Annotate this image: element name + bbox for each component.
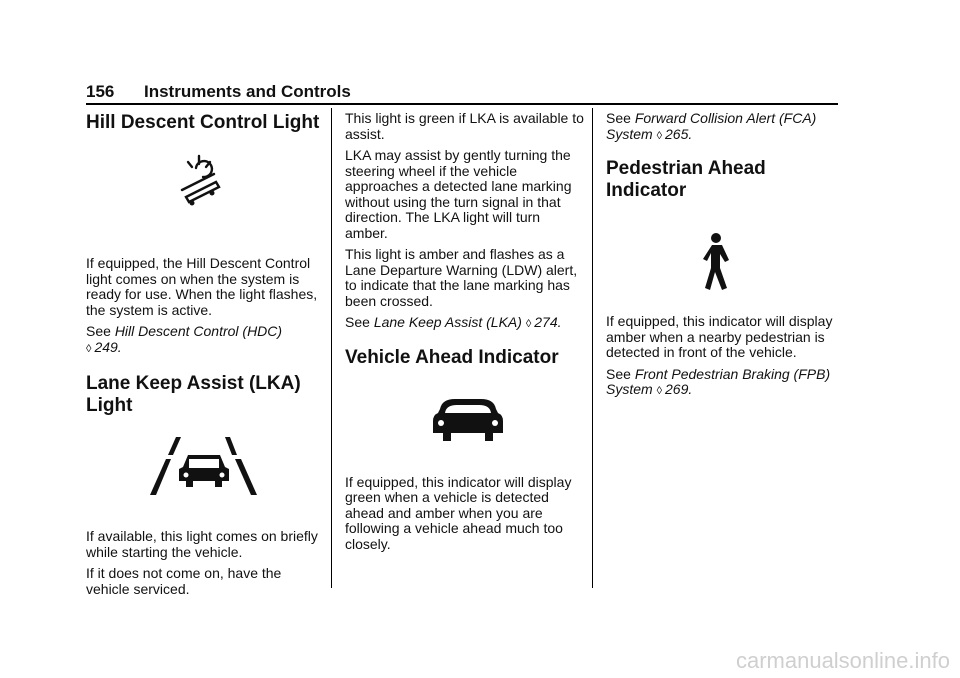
see-label: See bbox=[86, 323, 115, 339]
header-rule bbox=[86, 103, 838, 105]
vehicle-ahead-heading: Vehicle Ahead Indicator bbox=[345, 346, 559, 368]
section-title: Instruments and Controls bbox=[144, 82, 351, 101]
hill-descent-icon bbox=[86, 134, 326, 218]
hdc-see-reference bbox=[86, 324, 326, 357]
fca-see-reference bbox=[606, 111, 846, 144]
column-2 bbox=[345, 108, 585, 558]
pedestrian-see-reference bbox=[606, 367, 846, 400]
see-label: See bbox=[606, 110, 635, 126]
lka-assist-text: LKA may assist by gently turning the steering wheel if the vehicle approaches a detected lane marking without using the turn signal in that direction. The LKA light will turn amber. bbox=[345, 147, 572, 241]
fpb-page-link[interactable]: 269. bbox=[665, 381, 693, 397]
vehicle-ahead-icon bbox=[345, 393, 585, 463]
column-1 bbox=[86, 108, 326, 603]
lka-heading: Lane Keep Assist (LKA) Light bbox=[86, 373, 301, 416]
hdc-description: If equipped, the Hill Descent Control light comes on when the system is ready for use. When the light flashes, the system is active. bbox=[86, 255, 318, 318]
ldw-alert-text: This light is amber and flashes as a Lane Departure Warning (LDW) alert, to indicate that the lane marking has been crossed. bbox=[345, 246, 578, 309]
lka-service-note: If it does not come on, have the vehicle serviced. bbox=[86, 565, 282, 597]
see-label: See bbox=[606, 365, 635, 382]
hdc-heading: Hill Descent Control Light bbox=[86, 112, 320, 133]
page-reference-icon: ◊ bbox=[86, 342, 92, 355]
lka-description: If available, this light comes on briefly while starting the vehicle. bbox=[86, 528, 318, 560]
page-reference-icon: ◊ bbox=[656, 129, 663, 142]
hdc-xref-link[interactable]: Hill Descent Control (HDC) bbox=[114, 323, 283, 339]
lka-green-text: This light is green if LKA is available to assist. bbox=[345, 110, 584, 142]
page-reference-icon: ◊ bbox=[525, 318, 532, 330]
watermark: carmanualsonline.info bbox=[735, 648, 950, 673]
column-divider bbox=[592, 108, 593, 588]
fca-page-link[interactable]: 265. bbox=[665, 125, 693, 142]
lka-page-link[interactable]: 274. bbox=[534, 314, 562, 330]
pedestrian-description: If equipped, this indicator will display amber when a nearby pedestrian is detected in front of the vehicle. bbox=[606, 313, 833, 360]
lka-xref-link[interactable]: Lane Keep Assist (LKA) bbox=[373, 314, 522, 330]
pedestrian-heading: Pedestrian Ahead Indicator bbox=[606, 158, 766, 201]
page-number: 156 bbox=[86, 82, 115, 101]
page-header bbox=[86, 82, 838, 104]
column-divider bbox=[331, 108, 332, 588]
lane-keep-assist-icon bbox=[86, 433, 326, 511]
see-label: See bbox=[345, 314, 374, 330]
hdc-page-link[interactable]: 249. bbox=[94, 338, 122, 355]
page-reference-icon: ◊ bbox=[656, 385, 663, 397]
column-3 bbox=[606, 108, 846, 406]
vehicle-ahead-description: If equipped, this indicator will display green when a vehicle is detected ahead and amber when you are following a vehicle ahead much too closely. bbox=[345, 473, 572, 552]
pedestrian-icon bbox=[606, 230, 846, 296]
fpb-xref-link[interactable]: Front Pedestrian Braking (FPB) System bbox=[606, 365, 831, 397]
lka-see-reference bbox=[345, 315, 585, 333]
fca-xref-link[interactable]: Forward Collision Alert (FCA) System bbox=[606, 110, 817, 142]
